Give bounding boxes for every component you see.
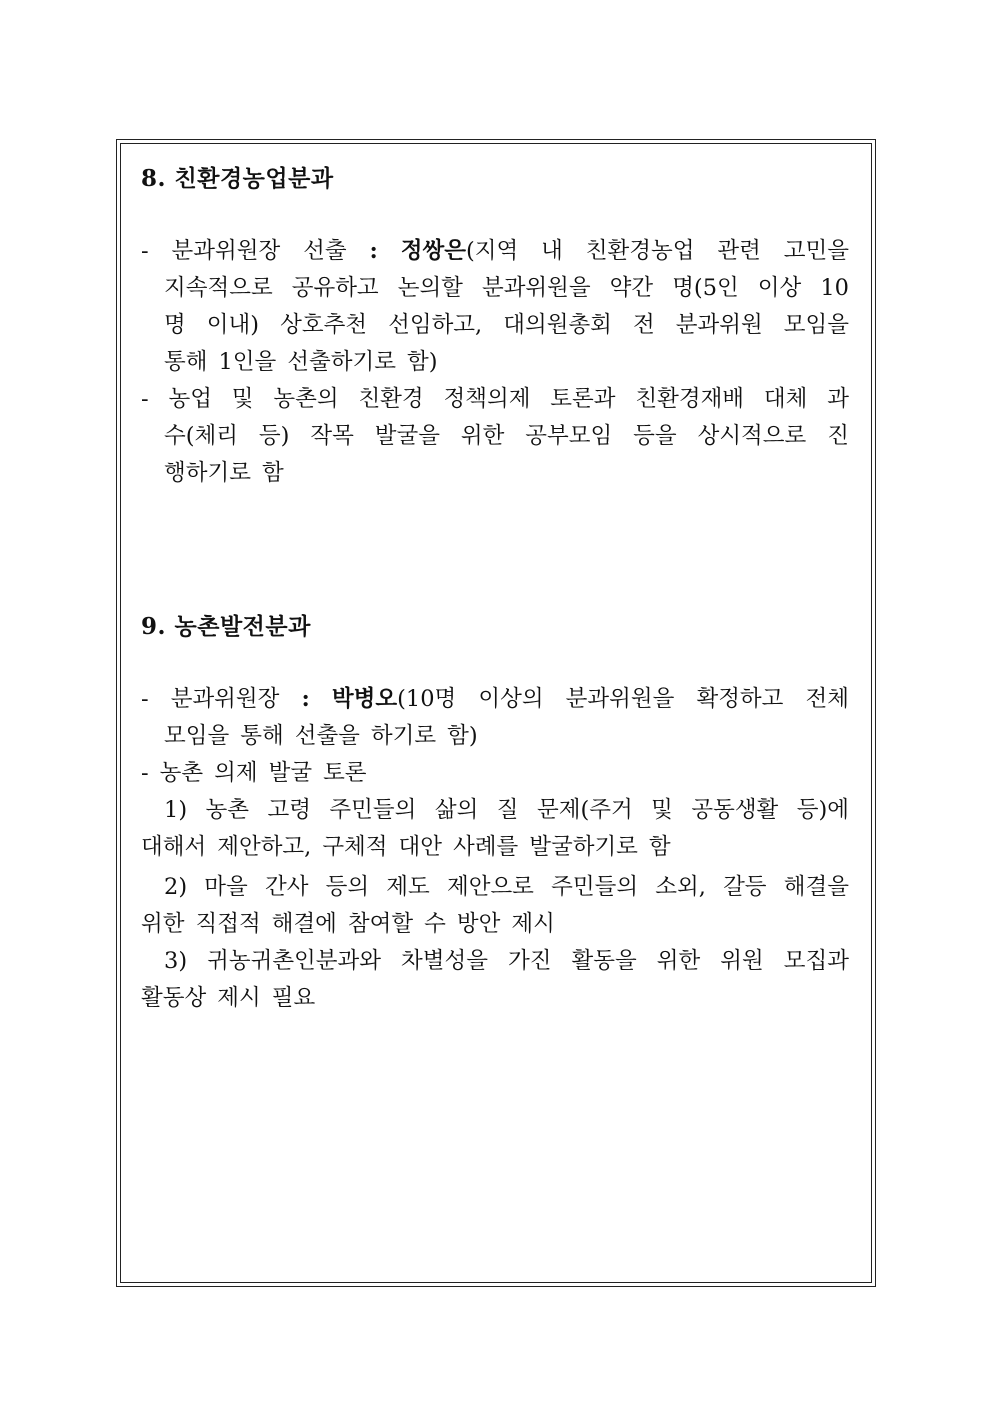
word: - [141, 760, 149, 786]
word: 위한 [141, 911, 185, 937]
word: 사례를 [453, 834, 519, 860]
word: - [141, 238, 149, 264]
word: 참여할 [347, 911, 414, 937]
word: 위한 [656, 948, 701, 974]
section-8-line-5 [141, 381, 849, 418]
word: 10 [820, 275, 849, 301]
word: 방안 [456, 911, 501, 937]
word: 공부모임 [525, 423, 613, 449]
word: 간사 [264, 874, 309, 900]
section-9-line-3 [141, 755, 849, 792]
word: 상호추천 [280, 312, 368, 338]
word: - [141, 386, 149, 412]
word: 논의할 [397, 275, 463, 301]
section-8-line-6 [164, 418, 849, 455]
word: 차별성을 [401, 948, 488, 974]
word: 주민들의 [329, 797, 417, 823]
word: 농촌의 [273, 386, 339, 412]
word: 농촌 [159, 760, 204, 786]
section-8-line-7 [164, 455, 849, 492]
word: 지속적으로 [164, 275, 273, 301]
word: 1인을 [218, 349, 277, 375]
word: 주민들의 [551, 874, 639, 900]
word: 발굴을 [374, 423, 440, 449]
word: 함 [261, 460, 284, 486]
section-9-line-5 [141, 829, 849, 866]
word: 토론과 [550, 386, 616, 412]
word: 발굴하기로 [529, 834, 638, 860]
section-9-line-6 [164, 869, 849, 906]
word: 친환경 [358, 386, 424, 412]
word: 대안 [398, 834, 443, 860]
word: 가진 [507, 948, 552, 974]
word: 상시적으로 [697, 423, 807, 449]
word: 구체적 [322, 834, 388, 860]
word: 분과위원장 [170, 686, 280, 712]
word: 등의 [325, 874, 370, 900]
word: 모집과 [783, 948, 849, 974]
section-9-line-9 [141, 980, 849, 1017]
word: 제안하고, [217, 834, 312, 860]
word: 박병오(10명 [331, 686, 457, 712]
word: 함) [447, 723, 478, 749]
word: 토론 [323, 760, 367, 786]
word: 질 [496, 797, 519, 823]
word: 대체 [763, 386, 808, 412]
word: 분과위원장 [171, 238, 281, 264]
word: 농업 [168, 386, 212, 412]
word: 대의원총회 [503, 312, 612, 338]
word: 제시 [511, 911, 555, 937]
section-8-line-1 [141, 233, 849, 270]
word: 수 [424, 911, 446, 937]
word: 진 [827, 423, 849, 449]
word: 위원 [720, 948, 764, 974]
word: 마을 [204, 874, 248, 900]
word: 및 [231, 386, 254, 412]
section-9-line-2 [164, 718, 849, 755]
section-9-line-8 [164, 943, 849, 980]
word: 선출을 [294, 723, 360, 749]
word: 수(체리 [164, 423, 238, 449]
word: 활동상 [141, 985, 207, 1011]
section-9-line-7 [141, 906, 849, 943]
word: 이상 [757, 275, 802, 301]
section-8-title: 8. 친환경농업분과 [141, 165, 334, 192]
word: 내 [541, 238, 563, 264]
word: 하기로 [370, 723, 437, 749]
word: 명 [164, 312, 186, 338]
word: : [301, 686, 310, 712]
section-8-line-4 [164, 344, 849, 381]
word: 선임하고, [388, 312, 483, 338]
word: 등) [258, 423, 290, 449]
word: 활동을 [571, 948, 637, 974]
word: 갈등 [723, 874, 767, 900]
word: 3) [164, 948, 188, 974]
word: 공유하고 [291, 275, 379, 301]
word: 이상의 [478, 686, 544, 712]
word: 해결에 [271, 911, 337, 937]
word: 선출하기로 [287, 349, 396, 375]
word: 귀농귀촌인분과와 [207, 948, 381, 974]
section-9-title: 9. 농촌발전분과 [141, 613, 311, 640]
section-9-line-1 [141, 681, 849, 718]
word: - [141, 686, 149, 712]
word: 발굴 [268, 760, 313, 786]
word: 통해 [164, 349, 208, 375]
word: 대해서 [141, 834, 207, 860]
word: 확정하고 [696, 686, 784, 712]
word: 문제(주거 [536, 797, 633, 823]
word: 행하기로 [164, 460, 251, 486]
section-9-line-4 [164, 792, 849, 829]
word: 삶의 [434, 797, 479, 823]
word: 약간 [609, 275, 654, 301]
word: 모임을 [164, 723, 230, 749]
word: 정책의제 [443, 386, 531, 412]
word: 위한 [460, 423, 505, 449]
word: 이내) [206, 312, 260, 338]
word: : [369, 238, 378, 264]
word: 고민을 [783, 238, 849, 264]
word: 농촌 [205, 797, 250, 823]
word: 직접적 [195, 911, 261, 937]
word: 분과위원 [675, 312, 763, 338]
word: 함) [406, 349, 438, 375]
word: 전 [632, 312, 655, 338]
word: 제시 [217, 985, 261, 1011]
word: 및 [651, 797, 673, 823]
word: 분과위원을 [565, 686, 675, 712]
word: 고령 [267, 797, 311, 823]
word: 제안으로 [446, 874, 534, 900]
section-8-line-2 [164, 270, 849, 307]
word: 정쌍은(지역 [400, 238, 519, 264]
word: 친환경농업 [585, 238, 695, 264]
word: 필요 [271, 985, 316, 1011]
word: 소외, [655, 874, 706, 900]
word: 등)에 [796, 797, 849, 823]
word: 1) [164, 797, 188, 823]
word: 의제 [214, 760, 258, 786]
word: 관련 [717, 238, 761, 264]
word: 제도 [386, 874, 430, 900]
word: 통해 [240, 723, 284, 749]
word: 분과위원을 [481, 275, 591, 301]
word: 모임을 [783, 312, 849, 338]
word: 등을 [633, 423, 677, 449]
word: 과 [827, 386, 849, 412]
section-8-line-3 [164, 307, 849, 344]
word: 친환경재배 [635, 386, 745, 412]
word: 명(5인 [672, 275, 739, 301]
word: 작목 [310, 423, 354, 449]
word: 2) [164, 874, 188, 900]
word: 함 [648, 834, 671, 860]
word: 선출 [303, 238, 347, 264]
word: 전체 [805, 686, 849, 712]
word: 해결을 [783, 874, 849, 900]
word: 공동생활 [691, 797, 779, 823]
